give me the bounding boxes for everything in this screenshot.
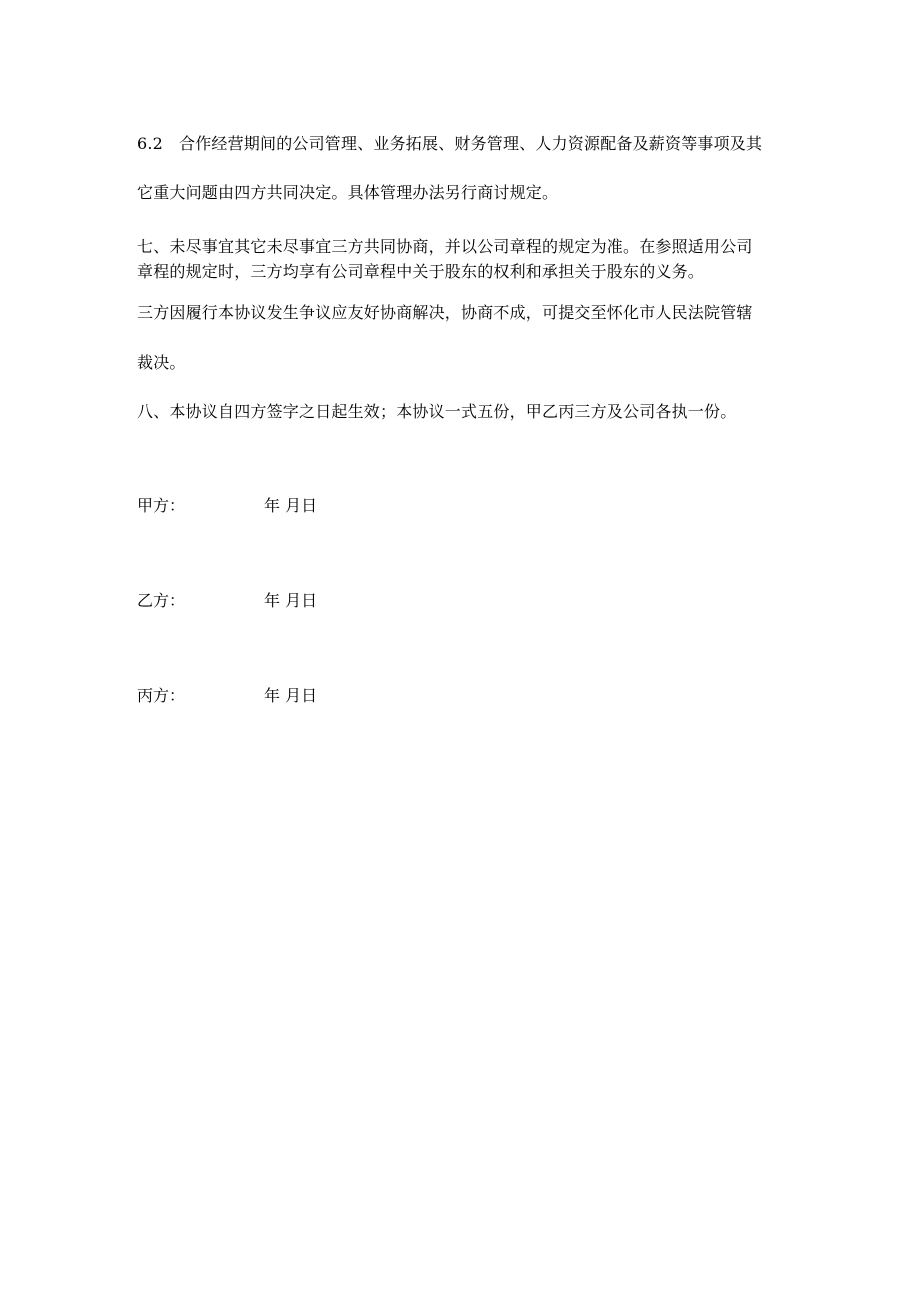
clause-6-2-text-1: 合作经营期间的公司管理、业务拓展、财务管理、人力资源配备及薪资等事项及其: [179, 134, 763, 153]
clause-7-line-1: 七、未尽事宜其它未尽事宜三方共同协商，并以公司章程的规定为准。在参照适用公司: [137, 237, 753, 256]
clause-6-2-line-2: 它重大问题由四方共同决定。具体管理办法另行商讨规定。: [137, 183, 559, 202]
signature-date-party-c: 年 月日: [264, 686, 318, 705]
dispute-line-1: 三方因履行本协议发生争议应友好协商解决，协商不成，可提交至怀化市人民法院管辖: [137, 303, 753, 322]
signature-date-party-a: 年 月日: [264, 496, 318, 515]
clause-7-line-2: 章程的规定时，三方均享有公司章程中关于股东的权利和承担关于股东的义务。: [137, 262, 705, 281]
clause-6-2-line-1: [137, 134, 762, 154]
signature-date-party-b: 年 月日: [264, 591, 318, 610]
signature-label-party-c: 丙方：: [137, 686, 186, 705]
signature-label-party-b: 乙方：: [137, 591, 186, 610]
clause-8-line-1: 八、本协议自四方签字之日起生效；本协议一式五份，甲乙丙三方及公司各执一份。: [137, 402, 737, 421]
clause-6-2-number: 6.2: [137, 134, 164, 153]
signature-label-party-a: 甲方：: [137, 496, 186, 515]
dispute-line-2: 裁决。: [137, 353, 186, 372]
